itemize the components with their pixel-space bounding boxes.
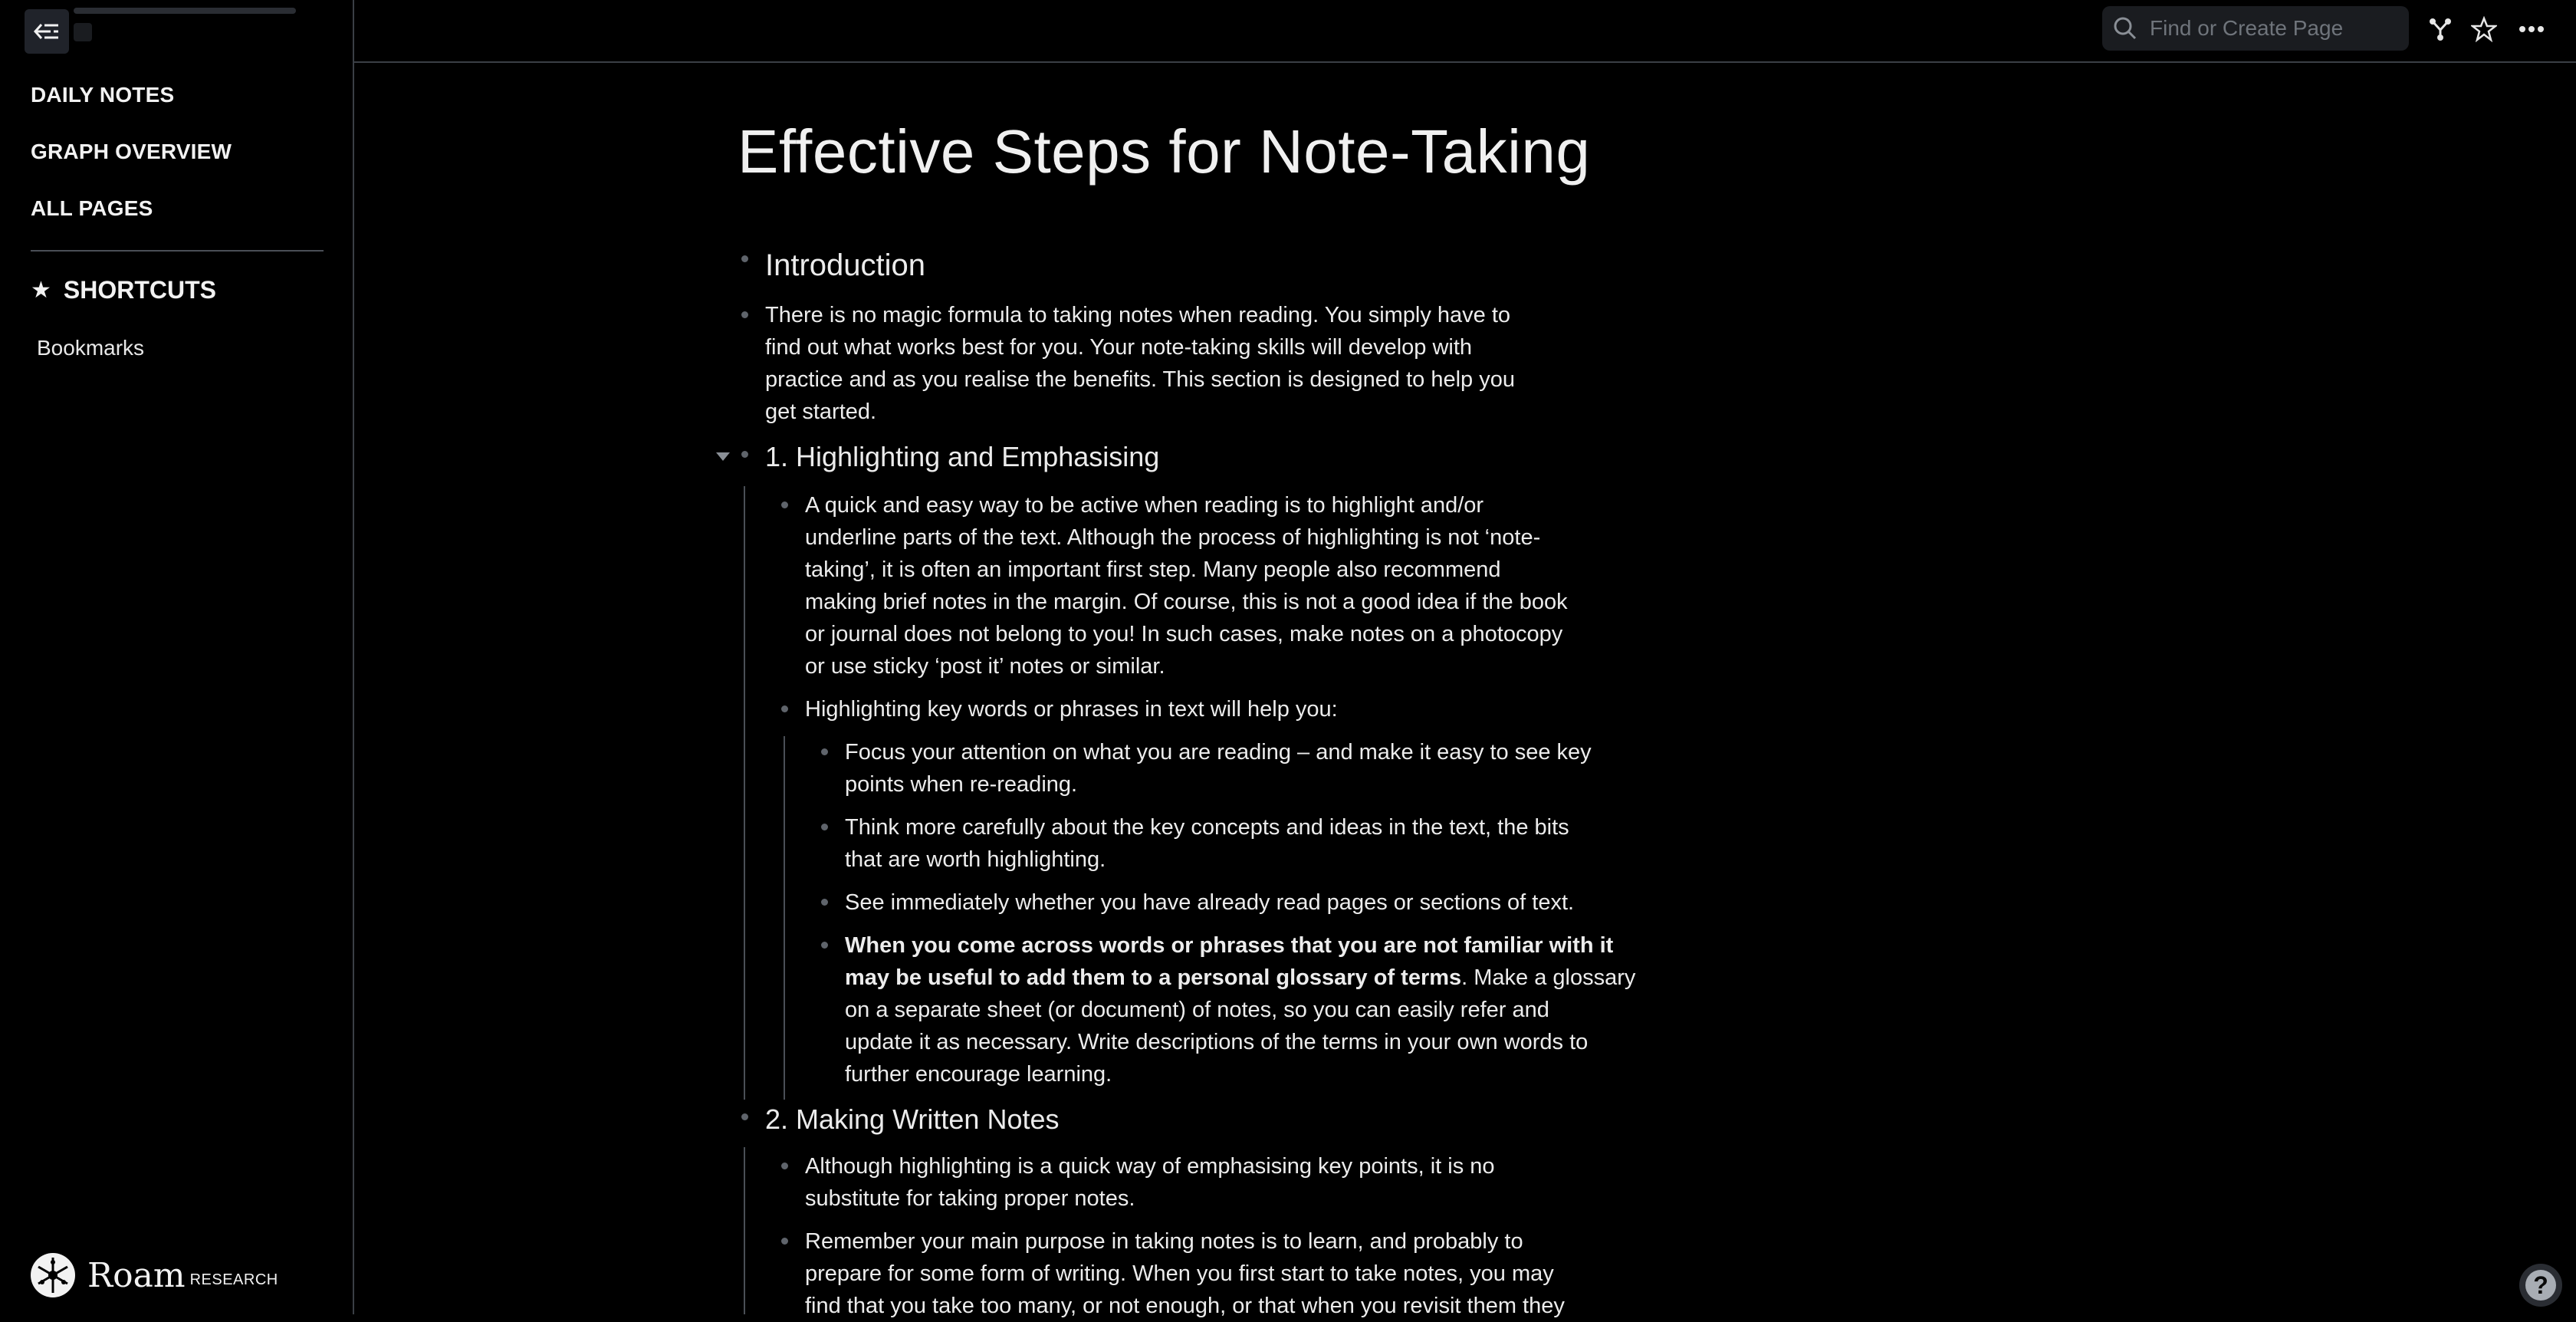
block-introduction-heading[interactable]: Introduction xyxy=(765,245,925,285)
nav-daily-notes[interactable]: DAILY NOTES xyxy=(31,83,175,107)
help-question-icon: ? xyxy=(2525,1270,2556,1301)
collapse-caret-icon[interactable] xyxy=(716,452,730,461)
sidebar-divider xyxy=(31,250,324,252)
block-glossary[interactable]: When you come across words or phrases that you are not familiar with it may be useful to add them to a personal glossary of terms. Make a glossary on a separate sheet (or document) of notes, so you can easily refer and update it as necessary. Write descriptions of the terms in your own words to further encourage learning. xyxy=(845,929,1688,1090)
block-bullet[interactable] xyxy=(781,1238,788,1245)
block-heading-highlighting[interactable]: 1. Highlighting and Emphasising xyxy=(765,439,1159,475)
collapse-sidebar-button[interactable] xyxy=(25,9,69,54)
search-input[interactable] xyxy=(2148,15,2397,41)
block-bullet[interactable] xyxy=(821,824,828,830)
indent-guide xyxy=(744,1147,745,1314)
block-bullet[interactable] xyxy=(781,1163,788,1169)
star-outline-icon xyxy=(2471,16,2497,42)
indent-guide xyxy=(784,736,785,1100)
block-main-purpose[interactable]: Remember your main purpose in taking notes is to learn, and probably to prepare for some form of writing. When you first start to take notes, you may find that you take too many, or not enough, or that when you revisit them they xyxy=(805,1225,1648,1322)
shortcut-bookmarks[interactable]: Bookmarks xyxy=(37,336,145,360)
block-bullet[interactable] xyxy=(741,255,748,262)
graph-name-redacted-secondary xyxy=(74,23,92,41)
block-think-carefully[interactable]: Think more carefully about the key concepts and ideas in the text, the bits that are worth highlighting. xyxy=(845,811,1688,876)
search-box[interactable] xyxy=(2102,6,2409,51)
roam-logo[interactable] xyxy=(29,1251,278,1299)
more-horizontal-icon xyxy=(2518,25,2545,34)
roam-wordmark: Roam xyxy=(87,1255,186,1295)
block-focus-attention[interactable]: Focus your attention on what you are reading – and make it easy to see key points when re-reading. xyxy=(845,736,1688,801)
shortcuts-header xyxy=(31,276,216,304)
star-icon: ★ xyxy=(31,278,51,303)
block-highlighting-help[interactable]: Highlighting key words or phrases in text will help you: xyxy=(805,693,1648,725)
block-bullet[interactable] xyxy=(741,311,748,318)
block-bullet[interactable] xyxy=(781,502,788,508)
block-bullet[interactable] xyxy=(741,1113,748,1120)
block-bullet[interactable] xyxy=(821,748,828,755)
block-introduction-text[interactable]: There is no magic formula to taking notes when reading. You simply have to find out what works best for you. Your note-taking skills will develop with practice and as you realise the benefits. This section is designed to help you get started. xyxy=(765,299,1608,428)
more-options-button[interactable] xyxy=(2512,9,2551,49)
graph-branch-icon xyxy=(2427,16,2453,42)
nav-all-pages[interactable]: ALL PAGES xyxy=(31,196,153,220)
block-see-immediately[interactable]: See immediately whether you have already read pages or sections of text. xyxy=(845,886,1688,919)
block-bullet[interactable] xyxy=(781,705,788,712)
roam-logo-icon xyxy=(29,1251,77,1299)
search-icon xyxy=(2113,16,2137,41)
graph-name-redacted[interactable] xyxy=(74,8,296,14)
help-button[interactable] xyxy=(2519,1264,2562,1307)
block-heading-written-notes[interactable]: 2. Making Written Notes xyxy=(765,1101,1059,1138)
page-title[interactable]: Effective Steps for Note-Taking xyxy=(738,117,1591,186)
graph-view-button[interactable] xyxy=(2420,9,2460,49)
block-bullet[interactable] xyxy=(821,942,828,949)
collapse-sidebar-icon xyxy=(34,21,60,41)
block-bullet[interactable] xyxy=(741,451,748,458)
block-bullet[interactable] xyxy=(821,899,828,906)
block-highlighting-para[interactable]: A quick and easy way to be active when reading is to highlight and/or underline parts of the text. Although the process of highlighting is not ‘note- taking’, it is often an important first step. Many people also recommend making brief notes in the margin. Of course, this is not a good idea if the book or journal does not belong to you! In such cases, make notes on a photocopy or use sticky ‘post it’ notes or similar. xyxy=(805,489,1648,682)
roam-research-label: RESEARCH xyxy=(189,1271,278,1288)
indent-guide xyxy=(744,486,745,1100)
block-highlighting-substitute[interactable]: Although highlighting is a quick way of emphasising key points, it is no substitute for taking proper notes. xyxy=(805,1150,1648,1215)
nav-graph-overview[interactable]: GRAPH OVERVIEW xyxy=(31,140,232,163)
favorite-button[interactable] xyxy=(2464,9,2504,49)
shortcuts-header-label: SHORTCUTS xyxy=(63,276,217,304)
left-sidebar xyxy=(0,0,354,1314)
